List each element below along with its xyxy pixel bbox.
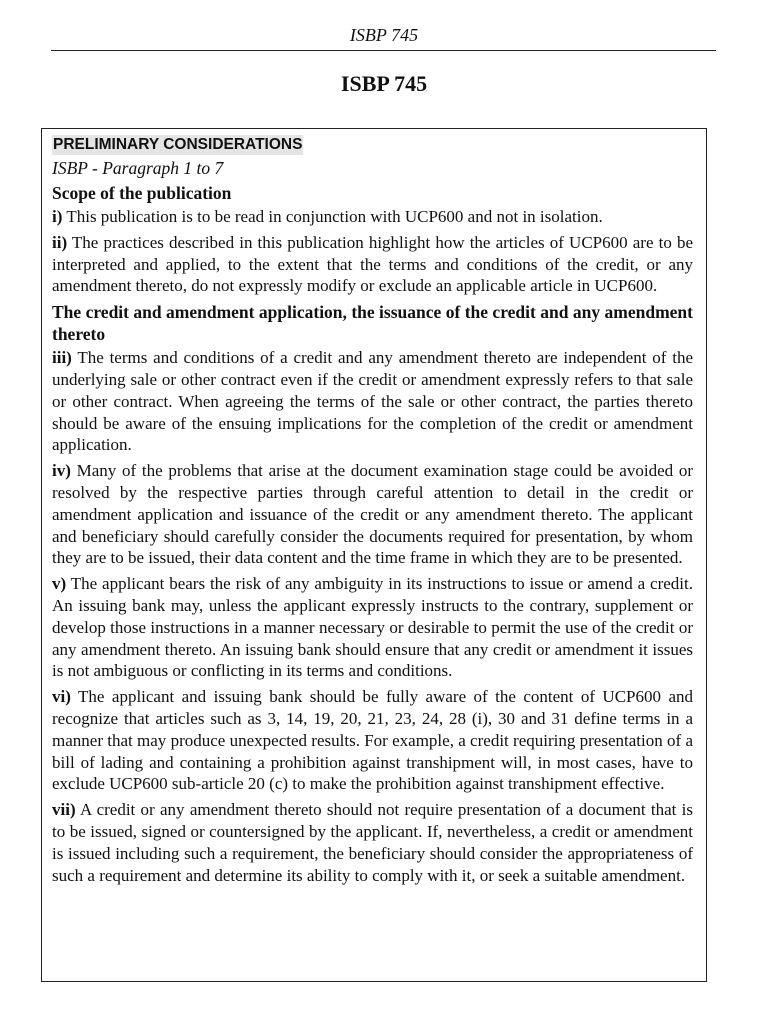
- header-divider: [51, 50, 716, 51]
- paragraph-iv: [52, 460, 693, 569]
- paragraph-vi: [52, 686, 693, 795]
- paragraph-vii: [52, 799, 693, 886]
- running-header-title: ISBP 745: [349, 25, 419, 45]
- paragraph-text: This publication is to be read in conjunction with UCP600 and not in isolation.: [62, 207, 603, 226]
- paragraph-number: v): [52, 574, 67, 594]
- paragraph-number: iii): [52, 348, 72, 368]
- section-label: PRELIMINARY CONSIDERATIONS: [53, 136, 303, 153]
- paragraph-ii: [52, 232, 693, 297]
- paragraph-number: i): [52, 207, 63, 226]
- paragraph-v: [52, 573, 693, 682]
- paragraph-i: [52, 206, 693, 228]
- paragraph-number: vi): [52, 687, 71, 707]
- paragraph-text: A credit or any amendment thereto should not require presentation of a document that is to be issued, signed or countersigned by the applicant. If, nevertheless, a credit or amendment is issued including such a requirement, the beneficiary should consider the appropriateness of such a requirement and determine its ability to comply with it, or seek a suitable amendment.: [52, 800, 693, 885]
- paragraph-iii: [52, 347, 693, 456]
- paragraph-text: The applicant bears the risk of any ambiguity in its instructions to issue or amend a credit. An issuing bank may, unless the applicant expressly instructs to the contrary, supplement or develop those instructions in a manner necessary or desirable to permit the use of the credit or any amendment thereto. An issuing bank should ensure that any credit or amendment it issues is not ambiguous or conflicting in its terms and conditions.: [52, 574, 693, 681]
- heading-scope: Scope of the publication: [52, 183, 232, 203]
- paragraph-text: The applicant and issuing bank should be fully aware of the content of UCP600 and recognize that articles such as 3, 14, 19, 20, 21, 23, 24, 28 (i), 30 and 31 define terms in a manner that may produce unexpected results. For example, a credit requiring presentation of a bill of lading and containing a prohibition against transhipment will, in most cases, have to exclude UCP600 sub-article 20 (c) to make the prohibition against transhipment effective.: [52, 687, 693, 794]
- content-box: [41, 128, 707, 982]
- section-subtitle: ISBP - Paragraph 1 to 7: [52, 158, 224, 178]
- paragraph-text: The practices described in this publication highlight how the articles of UCP600 are to be interpreted and applied, to the extent that the terms and conditions of the credit, or any amendment thereto, do not expressly modify or exclude an applicable article in UCP600.: [52, 232, 693, 296]
- paragraph-number: vii): [52, 800, 76, 820]
- paragraph-number: iv): [52, 461, 71, 481]
- paragraph-number: ii): [52, 232, 68, 252]
- heading-credit-application: The credit and amendment application, the issuance of the credit and any amendment thereto: [52, 302, 693, 345]
- paragraph-text: The terms and conditions of a credit and any amendment thereto are independent of the underlying sale or other contract even if the credit or amendment expressly refers to that sale or other contract. When agreeing the terms of the sale or other contract, the parties thereto should be aware of the ensuing implications for the completion of the credit or amendment application.: [52, 348, 693, 455]
- paragraph-text: Many of the problems that arise at the document examination stage could be avoided or resolved by the respective parties through careful attention to detail in the credit or amendment application and issuance of the credit or any amendment thereto. The applicant and beneficiary should carefully consider the documents required for presentation, by whom they are to be issued, their data content and the time frame in which they are to be presented.: [52, 461, 693, 568]
- page-title: ISBP 745: [340, 71, 428, 96]
